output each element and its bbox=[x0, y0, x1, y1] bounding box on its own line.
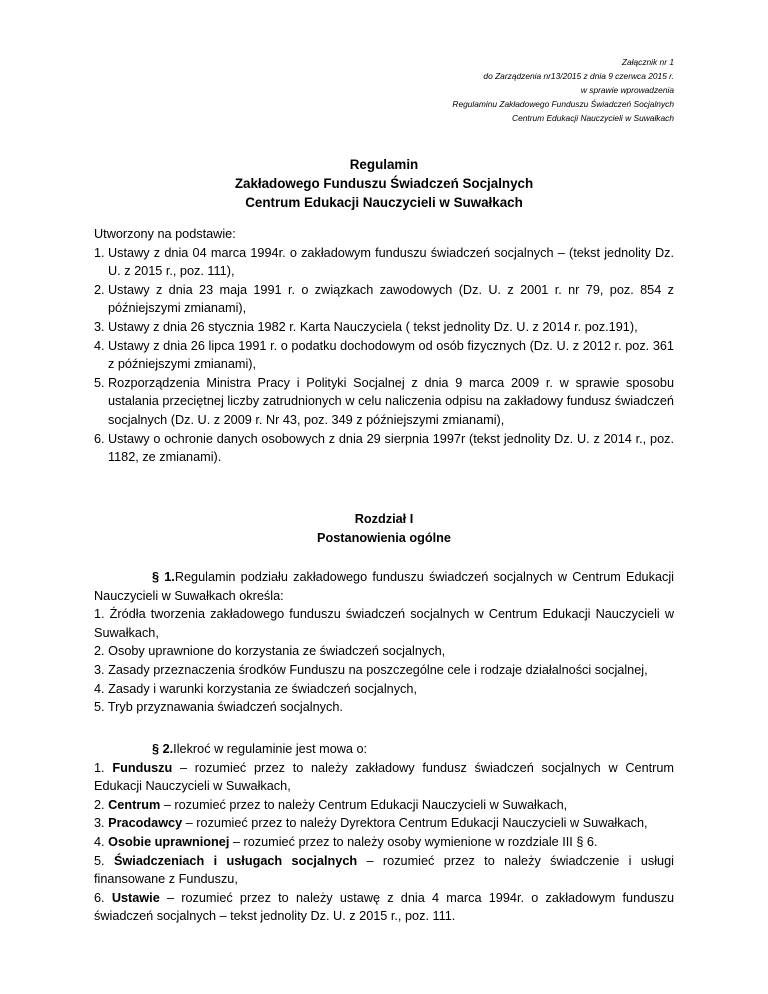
item-text: Ustawy o ochronie danych osobowych z dnia 29 sierpnia 1997r (tekst jednolity Dz. U. z 2014 r., poz. 1182, ze zmianami). bbox=[108, 431, 674, 465]
item-number: 2. bbox=[94, 282, 105, 297]
legal-basis-intro: Utworzony na podstawie: bbox=[94, 227, 236, 241]
chapter-name: Postanowienia ogólne bbox=[317, 531, 451, 545]
item-number: 3. bbox=[94, 816, 105, 831]
chapter-heading bbox=[0, 510, 768, 548]
defined-term: Pracodawcy bbox=[108, 816, 183, 831]
annex-line: do Zarządzenia nr13/2015 z dnia 9 czerwca 2015 r. bbox=[483, 71, 674, 81]
list-item bbox=[94, 281, 674, 318]
list-item bbox=[94, 318, 674, 337]
item-text: Rozporządzenia Ministra Pracy i Polityki Socjalnej z dnia 9 marca 2009 r. w sprawie sposobu ustalania przeciętnej liczby zatrudnionych w celu naliczenia odpisu na zakładowy fundusz świadczeń socjalnych (Dz. U. z 2009 r. Nr 43, poz. 349 z późniejszymi zmianami), bbox=[108, 375, 674, 427]
definition-text: – rozumieć przez to należy świadczenie i usługi finansowane z Funduszu, bbox=[94, 853, 674, 887]
definition-item bbox=[94, 759, 674, 796]
item-number: 6. bbox=[94, 890, 105, 905]
document-title bbox=[0, 155, 768, 212]
list-item bbox=[94, 244, 674, 281]
paragraph-lead bbox=[94, 740, 674, 759]
defined-term: Świadczeniach i usługach socjalnych bbox=[113, 853, 358, 868]
defined-term: Funduszu bbox=[112, 760, 173, 775]
annex-line: Centrum Edukacji Nauczycieli w Suwałkach bbox=[512, 113, 674, 123]
definition-text: – rozumieć przez to należy ustawę z dnia 4 marca 1994r. o zakładowym funduszu świadczeń socjalnych – tekst jednolity Dz. U. z 2015 r., poz. 111. bbox=[94, 890, 674, 924]
defined-term: Centrum bbox=[108, 797, 161, 812]
list-item bbox=[94, 430, 674, 467]
item-number: 4. bbox=[94, 338, 105, 353]
definition-item bbox=[94, 814, 674, 833]
item-number: 5. bbox=[94, 375, 105, 390]
item-number: 5. bbox=[94, 853, 105, 868]
title-line: Zakładowego Funduszu Świadczeń Socjalnych bbox=[234, 176, 534, 191]
list-item: 5. Tryb przyznawania świadczeń socjalnych. bbox=[94, 700, 343, 715]
paragraph-lead-text: Regulamin podziału zakładowego funduszu świadczeń socjalnych w Centrum Edukacji Nauczycieli w Suwałkach określa: bbox=[94, 570, 674, 603]
list-item: 1. Źródła tworzenia zakładowego funduszu świadczeń socjalnych w Centrum Edukacji Nauczycieli w Suwałkach, bbox=[94, 607, 674, 640]
paragraph-2 bbox=[94, 740, 674, 926]
item-number: 1. bbox=[94, 245, 105, 260]
paragraph-lead-text: Ilekroć w regulaminie jest mowa o: bbox=[173, 742, 368, 756]
legal-basis-list bbox=[94, 244, 674, 467]
definition-item bbox=[94, 852, 674, 889]
item-number: 1. bbox=[94, 760, 105, 775]
definition-item bbox=[94, 833, 674, 852]
annex-line: Załącznik nr 1 bbox=[621, 57, 674, 67]
item-text: Ustawy z dnia 04 marca 1994r. o zakładowym funduszu świadczeń socjalnych – (tekst jednolity Dz. U. z 2015 r., poz. 111), bbox=[108, 245, 674, 279]
chapter-number: Rozdział I bbox=[354, 512, 414, 526]
paragraph-mark: § 2. bbox=[152, 742, 174, 756]
list-item bbox=[94, 374, 674, 430]
list-item bbox=[94, 337, 674, 374]
item-number: 2. bbox=[94, 797, 105, 812]
item-text: Ustawy z dnia 26 lipca 1991 r. o podatku dochodowym od osób fizycznych (Dz. U. z 2012 r. poz. 361 z późniejszymi zmianami), bbox=[108, 338, 674, 372]
title-line: Centrum Edukacji Nauczycieli w Suwałkach bbox=[245, 195, 523, 210]
item-number: 4. bbox=[94, 834, 105, 849]
item-text: Ustawy z dnia 26 stycznia 1982 r. Karta Nauczyciela ( tekst jednolity Dz. U. z 2014 r. poz.191), bbox=[108, 319, 638, 334]
definition-text: – rozumieć przez to należy zakładowy fundusz świadczeń socjalnych w Centrum Edukacji Nauczycieli w Suwałkach, bbox=[94, 760, 674, 794]
list-item: 4. Zasady i warunki korzystania ze świadczeń socjalnych, bbox=[94, 681, 417, 696]
item-number: 6. bbox=[94, 431, 105, 446]
defined-term: Osobie uprawnionej bbox=[108, 834, 230, 849]
paragraph-mark: § 1. bbox=[152, 570, 175, 584]
paragraph-lead bbox=[94, 568, 674, 605]
item-text: Ustawy z dnia 23 maja 1991 r. o związkach zawodowych (Dz. U. z 2001 r. nr 79, poz. 854 z późniejszymi zmianami), bbox=[108, 282, 674, 316]
legal-basis-section bbox=[94, 225, 674, 467]
defined-term: Ustawie bbox=[111, 890, 160, 905]
definition-text: – rozumieć przez to należy Dyrektora Centrum Edukacji Nauczycieli w Suwałkach, bbox=[182, 816, 648, 831]
title-line: Regulamin bbox=[349, 157, 419, 172]
definition-item bbox=[94, 889, 674, 926]
list-item: 3. Zasady przeznaczenia środków Funduszu na poszczególne cele i rodzaje działalności socjalnej, bbox=[94, 662, 648, 677]
paragraph-1 bbox=[94, 568, 674, 717]
definition-text: – rozumieć przez to należy osoby wymienione w rozdziale III § 6. bbox=[229, 834, 598, 849]
item-number: 3. bbox=[94, 319, 105, 334]
list-item: 2. Osoby uprawnione do korzystania ze świadczeń socjalnych, bbox=[94, 644, 446, 659]
annex-line: w sprawie wprowadzenia bbox=[580, 85, 674, 95]
annex-header bbox=[452, 55, 674, 125]
definition-text: – rozumieć przez to należy Centrum Edukacji Nauczycieli w Suwałkach, bbox=[160, 797, 568, 812]
definition-item bbox=[94, 796, 674, 815]
annex-line: Regulaminu Zakładowego Funduszu Świadczeń Socjalnych bbox=[452, 99, 674, 109]
